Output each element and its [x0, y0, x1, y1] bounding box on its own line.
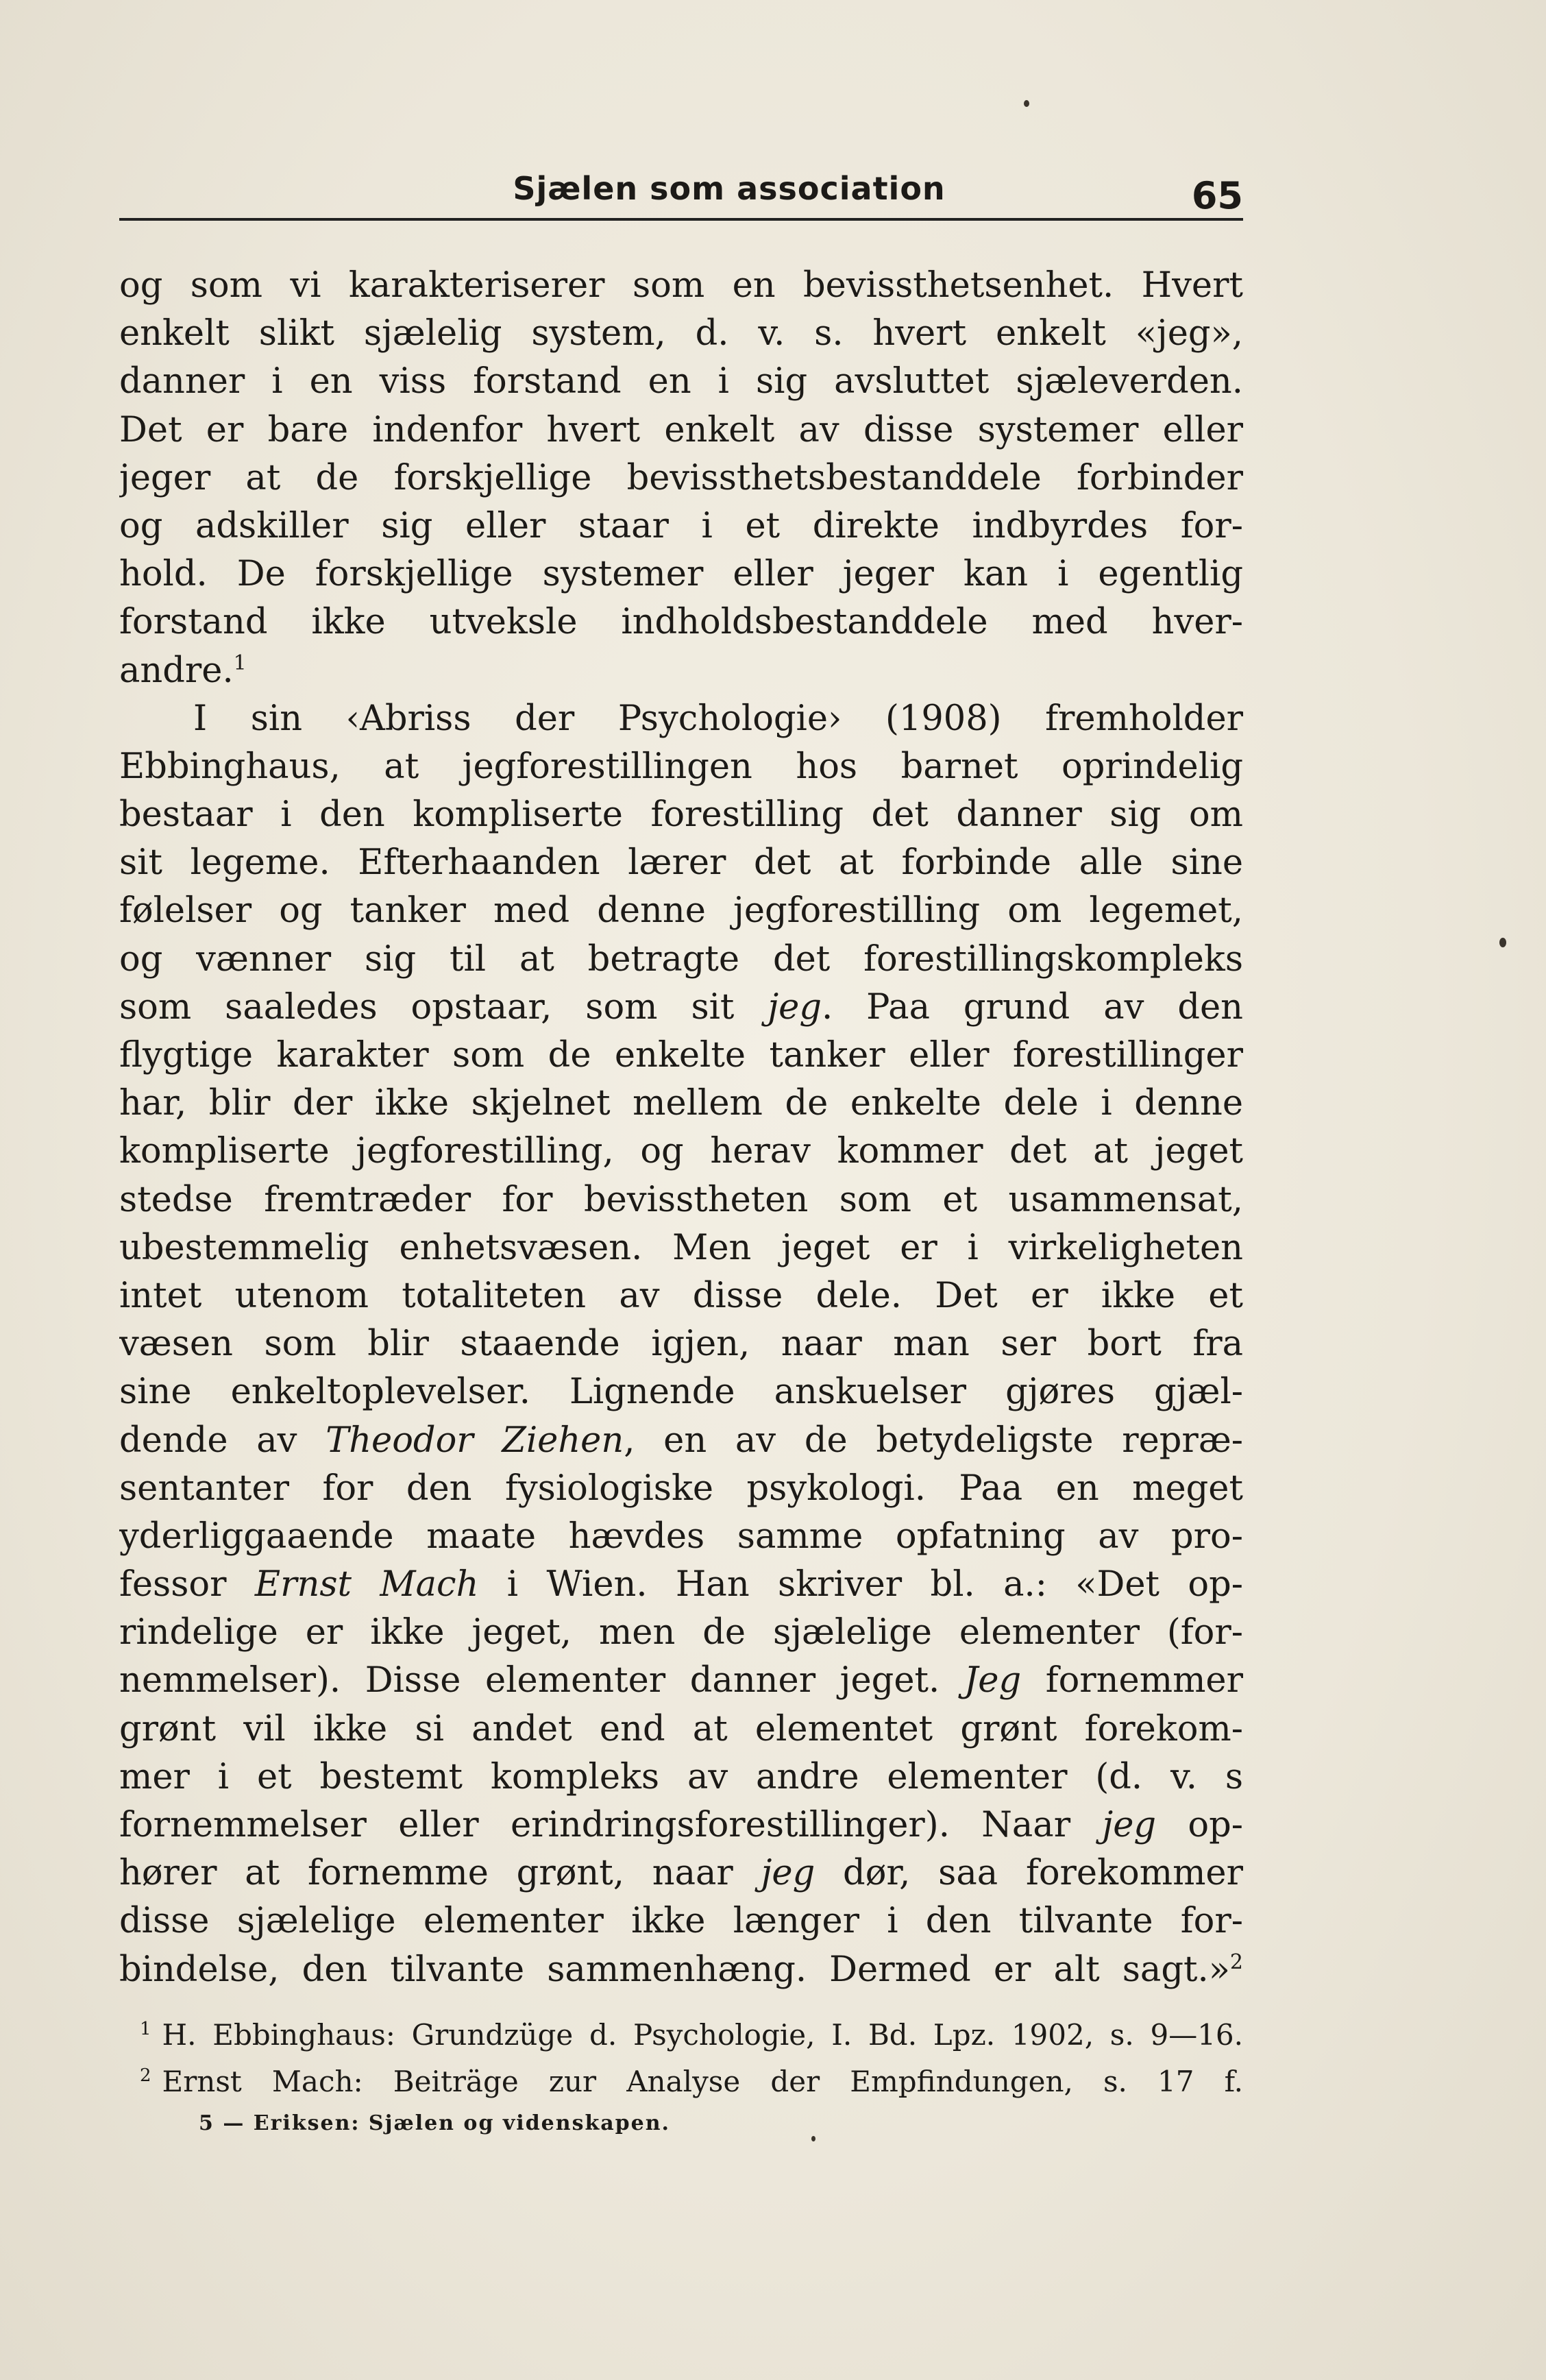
text-run: hold. De forskjellige systemer eller jeger kan i egentlig: [119, 554, 1243, 595]
paper-speck: [1024, 100, 1029, 107]
text-run: væsen som blir staaende igjen, naar man ser bort fra: [119, 1324, 1243, 1365]
text-line: [119, 1080, 1243, 1128]
text-line: [119, 1609, 1243, 1657]
text-line: [119, 791, 1243, 839]
text-line: [119, 1417, 1243, 1465]
text-run: dende av: [119, 1420, 326, 1461]
text-run: nemmelser). Disse elementer danner jeget.: [119, 1660, 964, 1701]
text-line: [119, 1032, 1243, 1080]
text-line: [119, 1465, 1243, 1513]
text-run: disse sjælelige elementer ikke længer i den tilvante for-: [119, 1901, 1243, 1942]
text-run: sit legeme. Efterhaanden lærer det at forbinde alle sine: [119, 842, 1243, 884]
text-line: [119, 358, 1243, 406]
text-line: [119, 1128, 1243, 1176]
text-run: Ebbinghaus, at jegforestillingen hos barnet oprindelig: [119, 746, 1243, 787]
text-line: [119, 647, 1243, 695]
text-run: . Paa grund av den: [822, 986, 1243, 1028]
footnote-text: H. Ebbinghaus: Grundzüge d. Psychologie, I. Bd. Lpz. 1902, s. 9—16.: [162, 2018, 1243, 2052]
text-run: intet utenom totaliteten av disse dele. Det er ikke et: [119, 1275, 1243, 1316]
text-line: [119, 502, 1243, 550]
text-run: som saaledes opstaar, som sit: [119, 986, 768, 1028]
text-run: op-: [1156, 1805, 1243, 1845]
text-line: [119, 454, 1243, 502]
text-line: [119, 262, 1243, 310]
text-line: [119, 1176, 1243, 1224]
text-run: forstand ikke utveksle indholdsbestanddele med hver-: [119, 602, 1243, 643]
running-title: Sjælen som association: [513, 170, 946, 207]
text-run: og adskiller sig eller staar i et direkte indbyrdes for-: [119, 505, 1243, 546]
paper-speck: [1499, 938, 1506, 947]
italic-term: Theodor Ziehen: [326, 1420, 624, 1461]
text-line: [119, 1657, 1243, 1705]
text-run: fornemmelser eller erindringsforestillinger). Naar: [119, 1805, 1103, 1845]
text-run: i Wien. Han skriver bl. a.: «Det op-: [478, 1564, 1243, 1605]
italic-term: jeg: [761, 1853, 815, 1894]
text-run: og vænner sig til at betragte det forestillingskompleks: [119, 938, 1243, 980]
body-text: [119, 262, 1243, 1994]
footnote-text: Ernst Mach: Beiträge zur Analyse der Empfindungen, s. 17 f.: [162, 2065, 1243, 2098]
text-run: andre.: [119, 650, 234, 691]
italic-term: jeg: [768, 986, 822, 1028]
text-run: enkelt slikt sjælelig system, d. v. s. hvert enkelt «jeg»,: [119, 313, 1243, 354]
text-line: [119, 598, 1243, 646]
italic-term: Jeg: [964, 1660, 1022, 1701]
text-line: [119, 1513, 1243, 1561]
text-run: flygtige karakter som de enkelte tanker eller forestillinger: [119, 1035, 1243, 1076]
footnote-mark: 1: [140, 2019, 151, 2039]
text-run: , en av de betydeligste repræ-: [624, 1420, 1243, 1461]
text-run: dør, saa forekommer: [815, 1853, 1243, 1894]
text-run: ubestemmelig enhetsvæsen. Men jeget er i virkeligheten: [119, 1227, 1243, 1268]
text-line: [119, 1753, 1243, 1801]
text-line: [119, 839, 1243, 887]
footnote: [119, 2012, 1243, 2059]
text-run: Det er bare indenfor hvert enkelt av disse systemer eller: [119, 409, 1243, 450]
text-run: sine enkeltoplevelser. Lignende anskuelser gjøres gjæl-: [119, 1372, 1243, 1413]
text-run: fessor: [119, 1564, 255, 1605]
text-line: [119, 550, 1243, 598]
text-line: [119, 936, 1243, 984]
text-run: har, blir der ikke skjelnet mellem de enkelte dele i denne: [119, 1083, 1243, 1124]
text-line: [119, 1705, 1243, 1753]
text-run: rindelige er ikke jeget, men de sjælelige elementer (for-: [119, 1612, 1243, 1653]
text-run: stedse fremtræder for bevisstheten som et usammensat,: [119, 1179, 1243, 1220]
text-line: [119, 743, 1243, 791]
page-number: 65: [1191, 174, 1243, 217]
text-line: [119, 1561, 1243, 1609]
text-run: og som vi karakteriserer som en bevissthetsenhet. Hvert: [119, 265, 1243, 306]
footnotes: [119, 2012, 1243, 2105]
text-run: mer i et bestemt kompleks av andre elementer (d. v. s: [119, 1756, 1243, 1797]
text-run: danner i en viss forstand en i sig avsluttet sjæleverden.: [119, 361, 1243, 402]
header-rule: [119, 218, 1243, 221]
footnote-reference: 1: [233, 651, 247, 675]
text-run: hører at fornemme grønt, naar: [119, 1853, 761, 1894]
text-line: [119, 1368, 1243, 1416]
text-line: [119, 984, 1243, 1032]
text-run: bestaar i den kompliserte forestilling det danner sig om: [119, 794, 1243, 836]
text-line: [119, 887, 1243, 935]
text-run: følelser og tanker med denne jegforestilling om legemet,: [119, 890, 1243, 932]
text-line: [119, 1320, 1243, 1368]
footnote-mark: 2: [140, 2065, 151, 2086]
page-header: [119, 163, 1243, 221]
italic-term: Ernst Mach: [254, 1564, 479, 1605]
text-line: [119, 406, 1243, 454]
footnote: [119, 2059, 1243, 2105]
text-run: yderliggaaende maate hævdes samme opfatning av pro-: [119, 1516, 1243, 1557]
text-run: fornemmer: [1021, 1660, 1243, 1701]
text-line: [119, 1224, 1243, 1272]
text-run: grønt vil ikke si andet end at elementet grønt forekom-: [119, 1708, 1243, 1749]
text-run: bindelse, den tilvante sammenhæng. Dermed er alt sagt.»: [119, 1949, 1230, 1990]
text-run: I sin ‹Abriss der Psychologie› (1908) fremholder: [193, 698, 1243, 739]
text-line: [119, 1801, 1243, 1849]
printer-signature: 5 — Eriksen: Sjælen og videnskapen.: [199, 2111, 671, 2135]
paper-speck: [811, 2136, 815, 2141]
italic-term: jeg: [1102, 1805, 1157, 1845]
text-run: kompliserte jegforestilling, og herav kommer det at jeget: [119, 1131, 1243, 1172]
footnote-reference: 2: [1229, 1950, 1243, 1974]
text-line: [119, 1897, 1243, 1945]
text-line: [119, 1849, 1243, 1897]
text-line: [119, 1946, 1243, 1994]
text-line: [119, 695, 1243, 743]
text-run: sentanter for den fysiologiske psykologi. Paa en meget: [119, 1468, 1243, 1509]
text-run: jeger at de forskjellige bevissthetsbestanddele forbinder: [119, 457, 1243, 498]
text-line: [119, 1272, 1243, 1320]
text-line: [119, 310, 1243, 358]
